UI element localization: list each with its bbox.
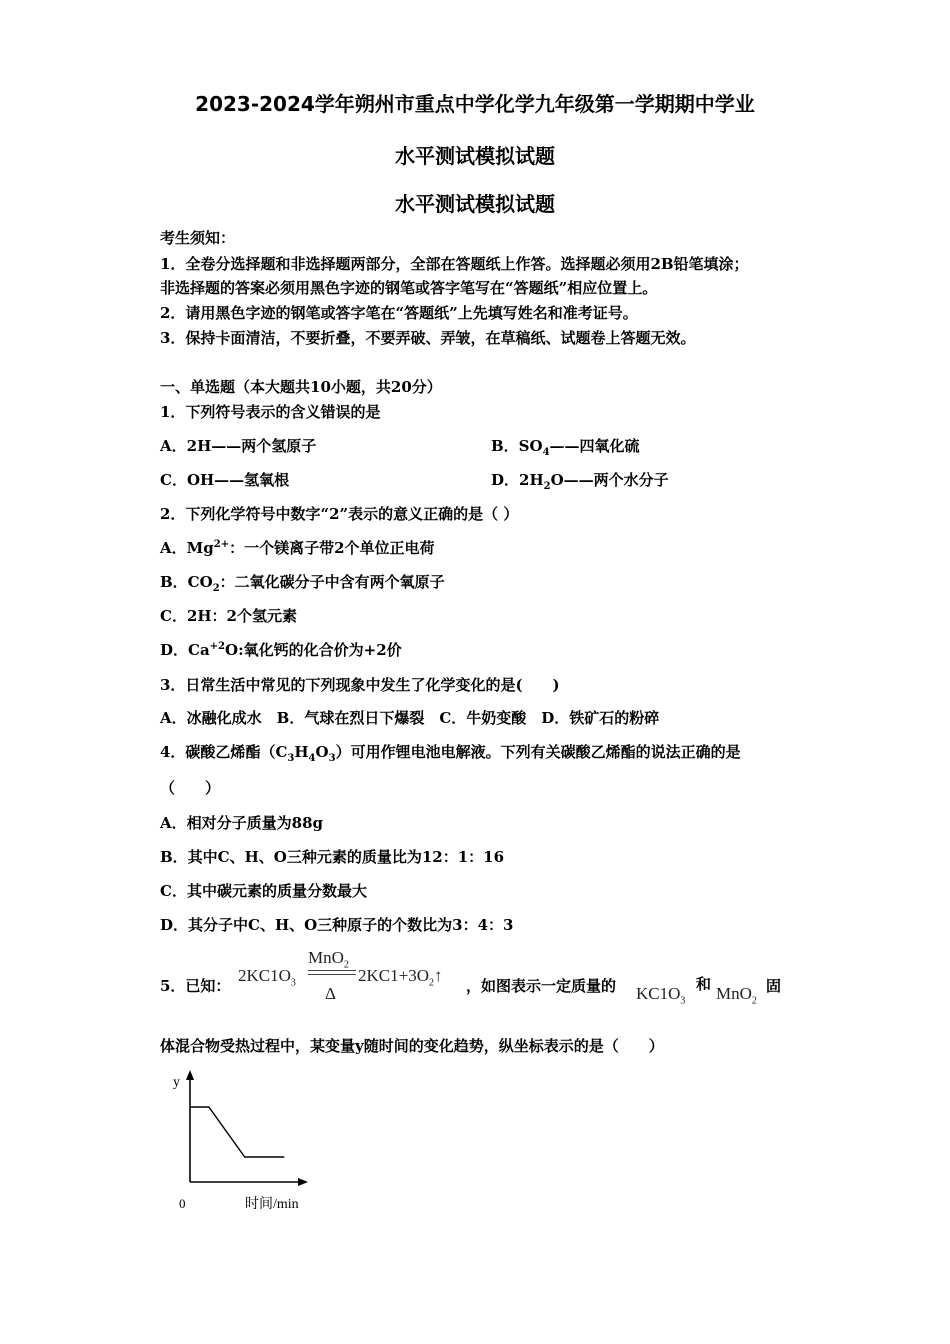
page-subtitle-repeat: 水平测试模拟试题 bbox=[395, 192, 555, 216]
q5-reaction-bar-top bbox=[308, 970, 356, 971]
q4-stem: 4．碳酸乙烯酯$(C_3H_4O_3)$可用作锂电池电解液。下列有关碳酸乙烯酯的说法正确的是 bbox=[160, 743, 741, 764]
q5-mno2: MnO$_2$ bbox=[716, 984, 757, 1007]
q5-heat: Δ bbox=[325, 984, 336, 1003]
q4-option-a: A．相对分子质量为88g bbox=[160, 814, 324, 832]
q5-line2: 体混合物受热过程中，某变量y随时间的变化趋势，纵坐标表示的是（ ） bbox=[160, 1037, 664, 1055]
q2-option-c: C．2H：2个氢元素 bbox=[160, 607, 297, 625]
page-title: 2023-2024学年朔州市重点中学化学九年级第一学期期中学业 bbox=[195, 92, 755, 116]
x-axis-arrow bbox=[298, 1178, 308, 1186]
notice-heading: 考生须知： bbox=[160, 229, 236, 247]
notice-item-2: 2．请用黑色字迹的钢笔或答字笔在“答题纸”上先填写姓名和准考证号。 bbox=[160, 304, 638, 322]
q5-graph bbox=[160, 1062, 340, 1222]
q5-catalyst: MnO$_2$ bbox=[308, 948, 349, 971]
notice-item-1-cont: 非选择题的答案必须用黑色字迹的钢笔或答字笔写在“答题纸”相应位置上。 bbox=[160, 279, 658, 297]
q5-equation-left: $2KC1O_3$ bbox=[238, 966, 296, 989]
notice-item-1: 1．全卷分选择题和非选择题两部分，全部在答题纸上作答。选择题必须用2B铅笔填涂； bbox=[160, 255, 749, 273]
q1-option-c: C．OH——氢氧根 bbox=[160, 471, 290, 489]
q5-text-mid: ，如图表示一定质量的 bbox=[466, 977, 617, 995]
data-series-line bbox=[190, 1107, 284, 1157]
q4-option-c: C．其中碳元素的质量分数最大 bbox=[160, 882, 367, 900]
q5-and: 和 bbox=[696, 975, 712, 993]
q2-option-a: A．$Mg^{2+}$：一个镁离子带2个单位正电荷 bbox=[160, 539, 435, 557]
q2-option-b: B．$CO_2$：二氧化碳分子中含有两个氧原子 bbox=[160, 573, 445, 594]
notice-item-3: 3．保持卡面清洁，不要折叠，不要弄破、弄皱，在草稿纸、试题卷上答题无效。 bbox=[160, 329, 696, 347]
section-heading: 一、单选题（本大题共10小题，共20分） bbox=[160, 378, 442, 396]
q5-kclo3: $KC1O_3$ bbox=[636, 984, 686, 1007]
page-subtitle: 水平测试模拟试题 bbox=[395, 144, 555, 168]
q4-option-d: D．其分子中C、H、O三种原子的个数比为3：4：3 bbox=[160, 916, 514, 934]
y-axis-arrow bbox=[186, 1070, 194, 1080]
y-axis-label: y bbox=[173, 1075, 180, 1090]
q1-stem: 1．下列符号表示的含义错误的是 bbox=[160, 403, 381, 421]
q5-solid: 固 bbox=[766, 977, 782, 995]
q5-equation-right: $2KC1+3O_2↑$ bbox=[358, 966, 443, 989]
q2-option-d: D．$Ca^{+2}O$:氧化钙的化合价为+2价 bbox=[160, 641, 402, 659]
q1-option-a: A．2H——两个氢原子 bbox=[160, 437, 317, 455]
q3-stem: 3．日常生活中常见的下列现象中发生了化学变化的是( ) bbox=[160, 676, 560, 694]
q3-options: A．冰融化成水 B．气球在烈日下爆裂 C．牛奶变酸 D．铁矿石的粉碎 bbox=[160, 709, 660, 727]
origin-label: 0 bbox=[179, 1196, 186, 1211]
q4-paren: （ ） bbox=[160, 779, 221, 797]
q5-reaction-bar-bottom bbox=[308, 974, 356, 975]
q5-label: 5．已知： bbox=[160, 977, 231, 995]
q1-option-b: B．$SO_4——$四氧化硫 bbox=[491, 437, 640, 458]
q4-option-b: B．其中C、H、O三种元素的质量比为12：1：16 bbox=[160, 848, 505, 866]
q1-option-d: D．$2H_2O——$两个水分子 bbox=[491, 471, 669, 492]
x-axis-label: 时间/min bbox=[245, 1197, 299, 1212]
q2-stem: 2．下列化学符号中数字“2”表示的意义正确的是（ ） bbox=[160, 505, 519, 523]
